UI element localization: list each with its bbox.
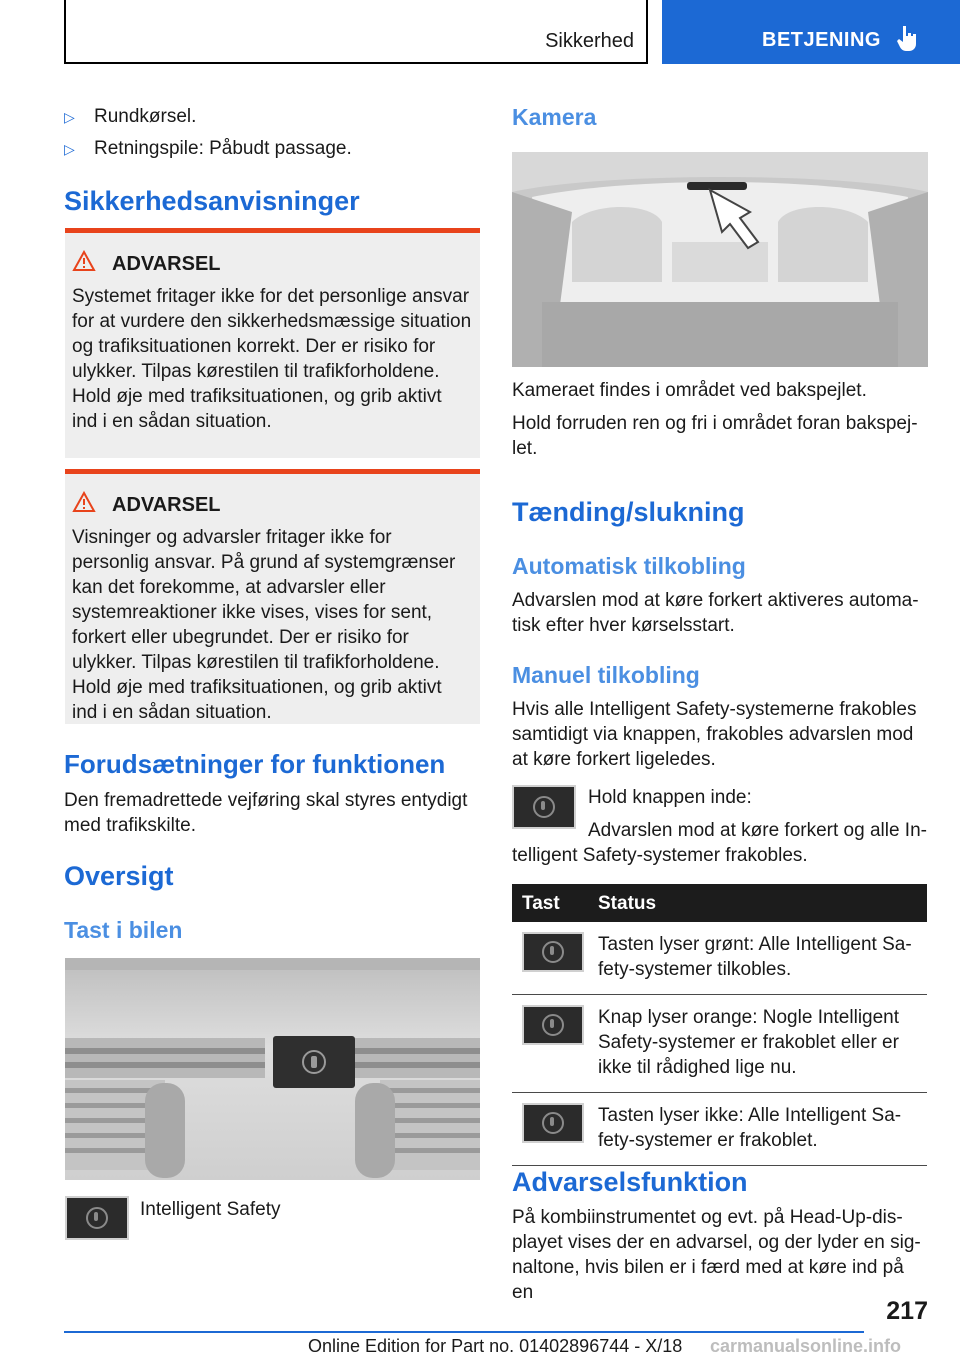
triangle-bullet-icon: ▷	[64, 141, 75, 157]
overview-heading: Oversigt	[64, 861, 174, 891]
camera-heading: Kamera	[512, 104, 597, 130]
manual-text: Hvis alle Intelligent Safety-systemerne frakobles samtidigt via knappen, frakobles advarslen mod at køre forkert ligeledes.	[512, 699, 917, 770]
intelligent-safety-button-icon	[65, 1196, 129, 1240]
table-header-tast: Tast	[512, 884, 588, 922]
warning-title: ADVARSEL	[112, 494, 472, 517]
warning-title: ADVARSEL	[112, 253, 472, 276]
onoff-heading: Tænding/slukning	[512, 497, 745, 527]
button-heading: Tast i bilen	[64, 917, 183, 943]
button-off-icon	[522, 1103, 584, 1143]
button-caption: Intelligent Safety	[140, 1199, 281, 1220]
auto-text: Advarslen mod at køre forkert aktiveres automatisk efter hver kørselsstart.	[512, 590, 919, 636]
auto-heading: Automatisk tilkobling	[512, 553, 746, 579]
header-left-frame	[64, 0, 648, 64]
manual-heading: Manuel tilkobling	[512, 662, 700, 688]
warning-triangle-icon	[72, 250, 96, 272]
footer-divider	[64, 1331, 864, 1333]
warning-box	[65, 469, 480, 724]
warnfunc-text: På kombiinstrumentet og evt. på Head-Up-displayet vises der en advarsel, og der lyder en signaltone, hvis bilen er i færd med at køre ind på en	[512, 1207, 921, 1303]
camera-text-1: Kameraet findes i området ved bakspejlet.	[512, 380, 867, 401]
dashboard-button-photo	[65, 958, 480, 1180]
chapter-title: BETJENING	[762, 29, 881, 51]
table-row	[512, 995, 927, 1093]
section-title: Sikkerhed	[545, 30, 634, 52]
table-header-row	[512, 884, 927, 922]
table-row	[512, 922, 927, 995]
status-table	[512, 884, 927, 1166]
warning-triangle-icon	[72, 491, 96, 513]
table-cell-status: Knap lyser orange: Nogle Intelligent Safety-systemer er frakoblet eller er ikke til rådighed lige nu.	[588, 995, 927, 1093]
camera-photo	[512, 152, 928, 367]
watermark-text: carmanualsonline.info	[710, 1336, 902, 1356]
button-green-icon	[522, 932, 584, 972]
table-cell-status: Tasten lyser ikke: Alle Intelligent Safety-systemer er frakoblet.	[588, 1093, 927, 1166]
button-orange-icon	[522, 1005, 584, 1045]
warning-text: Systemet fritager ikke for det personlige ansvar for at vurdere den sikkerhedsmæssige situation og trafiksituationen korrekt. Der er risiko for ulykker. Tilpas kørestilen til trafikforholdene. Hold øje med trafiksituationen, og grib aktivt ind i en sådan situation.	[72, 286, 472, 432]
table-cell-status: Tasten lyser grønt: Alle Intelligent Safety-systemer tilkobles.	[588, 922, 927, 995]
page-number: 217	[886, 1297, 928, 1325]
warning-box	[65, 228, 480, 458]
prerequisites-heading: Forudsætninger for funktionen	[64, 749, 446, 779]
hold-result: Advarslen mod at køre forkert og alle Intelligent Safety-systemer frakobles.	[512, 820, 927, 866]
chapter-tab[interactable]	[662, 0, 960, 64]
hold-text: Hold knappen inde:	[588, 787, 752, 808]
bullet-item: ▷ Rundkørsel.	[64, 106, 197, 127]
safety-heading: Sikkerhedsanvisninger	[64, 186, 360, 216]
pointing-hand-icon	[896, 24, 920, 52]
camera-text-2: Hold forruden ren og fri i området foran bakspejlet.	[512, 413, 918, 459]
warning-text: Visninger og advarsler fritager ikke for personlig ansvar. På grund af systemgrænser kan det forekomme, at advarsler eller systemreaktioner ikke vises, vises for sent, forkert eller ubegrundet. Der er risiko for ulykker. Tilpas kørestilen til trafikforholdene. Hold øje med trafiksituationen, og grib aktivt ind i en sådan situation.	[72, 527, 456, 723]
table-header-status: Status	[588, 884, 927, 922]
prerequisites-text: Den fremadrettede vejføring skal styres entydigt med trafikskilte.	[64, 790, 468, 836]
warnfunc-heading: Advarselsfunktion	[512, 1167, 748, 1197]
table-row	[512, 1093, 927, 1166]
edition-text: Online Edition for Part no. 01402896744 - X/18	[308, 1336, 683, 1356]
triangle-bullet-icon: ▷	[64, 109, 75, 125]
bullet-item: ▷ Retningspile: Påbudt passage.	[64, 138, 352, 159]
